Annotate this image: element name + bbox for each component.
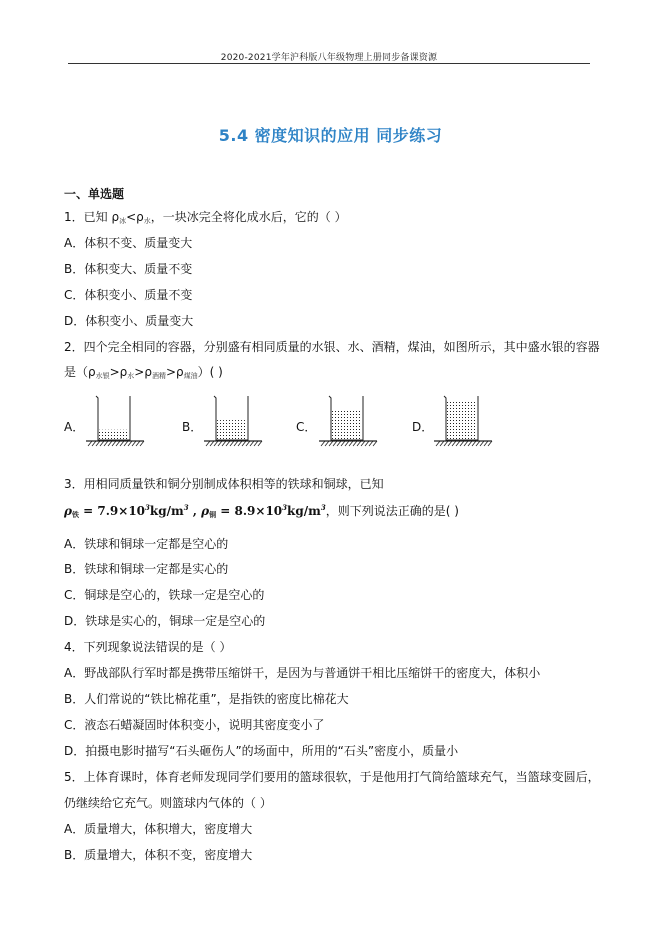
question-2-line-1: 2．四个完全相同的容器，分别盛有相同质量的水银、水、酒精，煤油，如图所示，其中盛水银的容器 xyxy=(64,340,600,354)
ground-hatch xyxy=(345,441,349,446)
ground-hatch xyxy=(206,441,210,446)
ground-hatch xyxy=(234,441,238,446)
q2-label-a: A． xyxy=(64,420,85,434)
ground-hatch xyxy=(132,441,136,446)
q5-option-b: B．质量增大，体积不变，密度增大 xyxy=(64,848,253,862)
q2-l2-a: 是（ρ xyxy=(64,365,96,379)
ground-hatch xyxy=(349,441,353,446)
ground-hatch xyxy=(448,441,452,446)
ground-hatch xyxy=(452,441,456,446)
rho-copper: ρ xyxy=(201,504,210,518)
beaker-b xyxy=(204,392,264,450)
ground-hatch xyxy=(341,441,345,446)
ground-hatch xyxy=(468,441,472,446)
ground-hatch xyxy=(136,441,140,446)
ground-hatch xyxy=(230,441,234,446)
q3-tail: ，则下列说法正确的是( ) xyxy=(325,504,459,518)
copper-exp: 3 xyxy=(282,503,288,512)
ground-hatch xyxy=(104,441,108,446)
ground-hatch xyxy=(472,441,476,446)
ground-hatch xyxy=(250,441,254,446)
beaker-c xyxy=(319,392,379,450)
question-2-line-2 xyxy=(64,363,223,381)
ground-hatch xyxy=(464,441,468,446)
q4-option-b: B．人们常说的“铁比棉花重”，是指铁的密度比棉花大 xyxy=(64,692,349,706)
ground-hatch xyxy=(484,441,488,446)
question-5-line-2: 仍继续给它充气。则篮球内气体的（ ） xyxy=(64,796,272,810)
ground-hatch xyxy=(120,441,124,446)
q1-option-b: B．体积变大、质量不变 xyxy=(64,262,193,276)
q5-option-a: A．质量增大，体积增大，密度增大 xyxy=(64,822,253,836)
iron-exp: 3 xyxy=(145,503,150,512)
q1-option-c: C．体积变小、质量不变 xyxy=(64,288,193,302)
copper-unit-exp: 3 xyxy=(320,503,326,512)
q2-l2-b: >ρ xyxy=(109,365,128,379)
ground-hatch xyxy=(140,441,144,446)
q1-sub-ice: 冰 xyxy=(119,217,127,225)
q1-stem-c: ，一块冰完全将化成水后，它的（ ） xyxy=(150,210,347,224)
ground-hatch xyxy=(325,441,329,446)
density-formula xyxy=(64,504,326,518)
ground-hatch xyxy=(361,441,365,446)
liquid xyxy=(447,400,477,439)
copper-unit: kg/m xyxy=(287,504,321,518)
ground-hatch xyxy=(92,441,96,446)
beaker-a xyxy=(86,392,146,450)
q1-stem-a: 1．已知 ρ xyxy=(64,210,120,224)
q1-sub-water: 水 xyxy=(143,217,151,225)
q2-sub-water: 水 xyxy=(127,372,135,380)
page-title: 5.4 密度知识的应用 同步练习 xyxy=(218,126,443,145)
ground-hatch xyxy=(242,441,246,446)
ground-hatch xyxy=(222,441,226,446)
ground-hatch xyxy=(258,441,262,446)
liquid xyxy=(217,420,247,439)
ground-hatch xyxy=(357,441,361,446)
ground-hatch xyxy=(321,441,325,446)
ground-hatch xyxy=(337,441,341,446)
copper-sub: 铜 xyxy=(209,510,217,519)
ground-hatch xyxy=(369,441,373,446)
ground-hatch xyxy=(480,441,484,446)
ground-hatch xyxy=(246,441,250,446)
ground-hatch xyxy=(488,441,492,446)
formula-sep: , xyxy=(188,504,202,518)
ground-hatch xyxy=(456,441,460,446)
ground-hatch xyxy=(124,441,128,446)
question-3-line-1: 3．用相同质量铁和铜分别制成体积相等的铁球和铜球，已知 xyxy=(64,477,384,491)
section-heading: 一、单选题 xyxy=(64,187,125,201)
question-1-stem xyxy=(64,208,347,226)
q1-option-d: D．体积变小、质量变大 xyxy=(64,314,194,328)
beaker-d xyxy=(434,392,494,450)
ground-hatch xyxy=(365,441,369,446)
question-3-line-2 xyxy=(64,502,459,520)
q2-sub-alcohol: 酒精 xyxy=(151,372,166,380)
ground-hatch xyxy=(88,441,92,446)
q3-option-c: C．铜球是空心的，铁球一定是空心的 xyxy=(64,588,265,602)
q3-option-b: B．铁球和铜球一定都是实心的 xyxy=(64,562,229,576)
page-header: 2020-2021学年沪科版八年级物理上册同步备课资源 xyxy=(220,53,438,63)
q2-label-c: C． xyxy=(296,420,317,434)
iron-unit-exp: 3 xyxy=(183,503,189,512)
q2-l2-c: >ρ xyxy=(134,365,152,379)
ground-hatch xyxy=(100,441,104,446)
ground-hatch xyxy=(108,441,112,446)
q2-sub-kerosene: 煤油 xyxy=(183,372,198,380)
iron-value: = 7.9×10 xyxy=(78,504,146,518)
ground-hatch xyxy=(329,441,333,446)
ground-hatch xyxy=(210,441,214,446)
ground-hatch xyxy=(218,441,222,446)
ground-hatch xyxy=(238,441,242,446)
q3-option-d: D．铁球是实心的，铜球一定是空心的 xyxy=(64,614,266,628)
q2-label-d: D． xyxy=(412,420,434,434)
header-divider xyxy=(68,63,590,64)
ground-hatch xyxy=(333,441,337,446)
q1-option-a: A．体积不变、质量变大 xyxy=(64,236,193,250)
q2-l2-e: ）( ) xyxy=(197,365,223,379)
liquid xyxy=(99,430,129,439)
q2-l2-d: >ρ xyxy=(165,365,184,379)
q2-label-b: B． xyxy=(182,420,203,434)
ground-hatch xyxy=(440,441,444,446)
question-4-stem: 4．下列现象说法错误的是（ ） xyxy=(64,640,232,654)
ground-hatch xyxy=(353,441,357,446)
ground-hatch xyxy=(214,441,218,446)
ground-hatch xyxy=(116,441,120,446)
copper-value: = 8.9×10 xyxy=(216,504,283,518)
question-5-line-1: 5．上体育课时，体育老师发现同学们要用的篮球很软，于是他用打气筒给篮球充气，当篮球变圆后， xyxy=(64,770,600,784)
iron-sub: 铁 xyxy=(71,510,79,519)
q4-option-d: D．拍摄电影时描写“石头砸伤人”的场面中，所用的“石头”密度小，质量小 xyxy=(64,744,459,758)
ground-hatch xyxy=(444,441,448,446)
ground-hatch xyxy=(128,441,132,446)
ground-hatch xyxy=(460,441,464,446)
ground-hatch xyxy=(373,441,377,446)
ground-hatch xyxy=(112,441,116,446)
ground-hatch xyxy=(254,441,258,446)
q2-sub-mercury: 水银 xyxy=(95,372,110,380)
q3-option-a: A．铁球和铜球一定都是空心的 xyxy=(64,537,229,551)
ground-hatch xyxy=(96,441,100,446)
iron-unit: kg/m xyxy=(149,504,184,518)
q4-option-a: A．野战部队行军时都是携带压缩饼干，是因为与普通饼干相比压缩饼干的密度大，体积小 xyxy=(64,666,541,680)
ground-hatch xyxy=(436,441,440,446)
ground-hatch xyxy=(476,441,480,446)
q4-option-c: C．液态石蜡凝固时体积变小，说明其密度变小了 xyxy=(64,718,325,732)
q2-figure-row xyxy=(64,392,504,452)
rho-iron: ρ xyxy=(64,504,72,518)
liquid xyxy=(332,410,362,439)
ground-hatch xyxy=(226,441,230,446)
q1-stem-b: <ρ xyxy=(126,210,144,224)
